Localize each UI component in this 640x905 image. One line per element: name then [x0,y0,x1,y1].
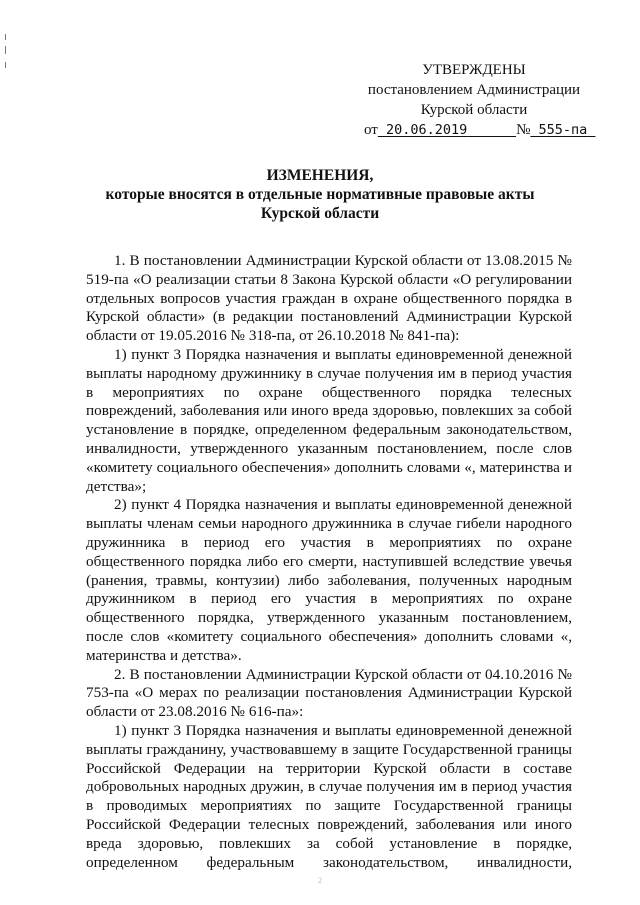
heading-subtitle: которые вносятся в отдельные нормативные правовые акты [105,186,535,203]
binding-margin-mark [5,46,6,54]
approval-date: 20.06.2019 [386,122,468,138]
approval-title: УТВЕРЖДЕНЫ [422,62,526,78]
page-number: 2 [318,876,322,885]
document-heading [60,166,580,223]
date-prefix: от [364,122,378,138]
approval-number: 555-па [538,122,588,138]
binding-margin-mark [5,62,6,68]
paragraph-amendment-2-item-1: 1) пункт 3 Порядка назначения и выплаты единовременной денежной выплаты гражданину, участвовавшему в защите Государственной границы Российской Федерации на территории Курской области в составе добровольных народных дружин, в случае получения им в период участия в проводимых мероприятиях по защите Государственной границы Российской Федерации телесных повреждений, заболевания или иного вреда здоровью, повлекших за собой установление в порядке, определенном федеральным законодательством, инвалидности, [86,721,572,871]
approval-stamp [362,60,586,140]
paragraph-amendment-1: 1. В постановлении Администрации Курской области от 13.08.2015 № 519-па «О реализации статьи 8 Закона Курской области «О регулировании отдельных вопросов участия граждан в охране общественного порядка в Курской области» (в редакции постановлений Администрации Курской области от 19.05.2016 № 318-па, от 26.10.2018 № 841-па): [86,252,572,345]
paragraph-amendment-2: 2. В постановлении Администрации Курской области от 04.10.2016 № 753-па «О мерах по реализации постановления Администрации Курской области от 23.08.2016 № 616-па»: [86,665,572,721]
binding-margin-mark [5,34,6,40]
heading-title: ИЗМЕНЕНИЯ, [266,167,374,184]
approval-reference-line [362,120,586,140]
approval-region-line: Курской области [420,102,528,118]
paragraph-amendment-1-item-1: 1) пункт 3 Порядка назначения и выплаты единовременной денежной выплаты народному дружиннику в случае получения им в период участия в мероприятиях по охране общественного порядка телесных повреждений, заболевания или иного вреда здоровью, повлекших за собой установление в порядке, определенном федеральным законодательством, инвалидности, утвержденного указанным постановлением, после слов «комитету социального обеспечения» дополнить словами «, материнства и детства»; [86,345,572,495]
paragraph-amendment-1-item-2: 2) пункт 4 Порядка назначения и выплаты единовременной денежной выплаты членам семьи народного дружинника в случае гибели народного дружинника в период его участия в мероприятиях по охране общественного порядка либо его смерти, наступившей вследствие увечья (ранения, травмы, контузии) либо заболевания, полученных народным дружинником в период его участия в мероприятиях по охране общественного порядка, утвержденного указанным постановлением, после слов «комитету социального обеспечения» дополнить словами «, материнства и детства». [86,496,572,664]
heading-region: Курской области [260,205,380,222]
document-body [86,252,572,872]
approval-issuer-line: постановлением Администрации [367,82,581,98]
number-prefix: № [516,122,531,138]
